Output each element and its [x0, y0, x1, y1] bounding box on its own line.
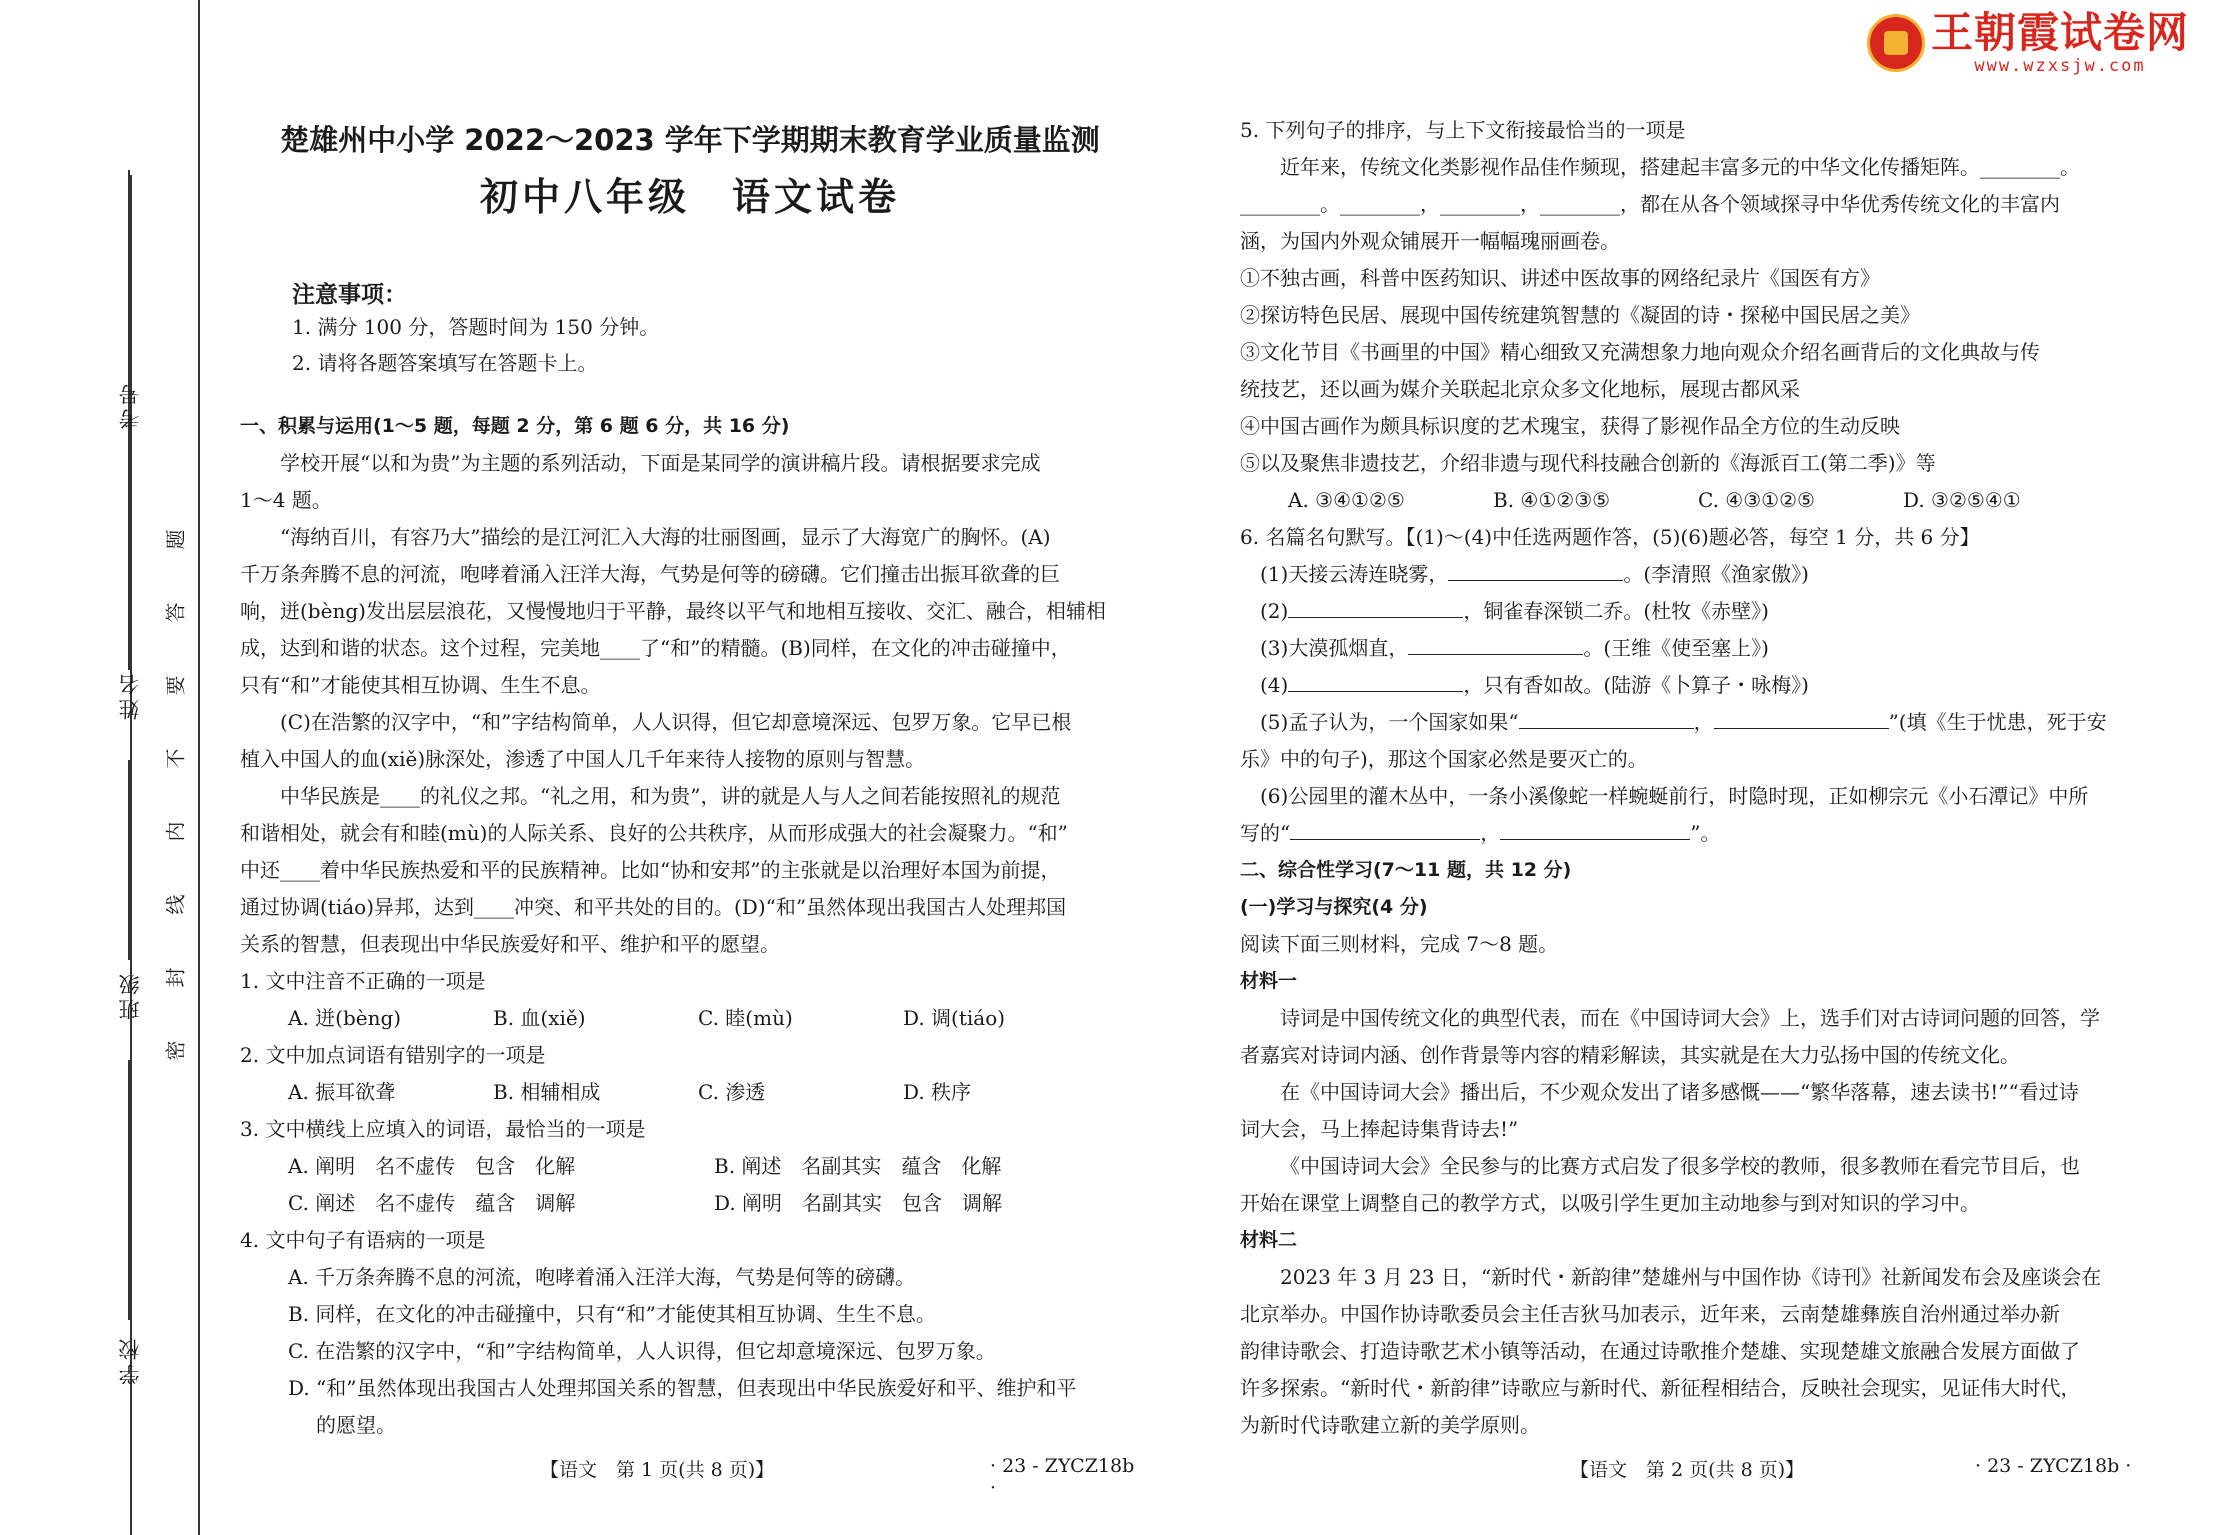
logo-name: 王朝霞试卷网 [1930, 8, 2189, 57]
seal-char: 题 [163, 529, 188, 550]
label-kaohao: 考号 [118, 380, 142, 430]
q6-line-5 [1240, 704, 2140, 741]
q6-text: 。(李清照《渔家傲》) [1623, 562, 1809, 586]
speech-line: “海纳百川，有容乃大”描绘的是江河汇入大海的壮丽图画，显示了大海宽广的胸怀。(A) [280, 525, 1051, 549]
material-line: 者嘉宾对诗词内涵、创作背景等内容的精彩解读，其实就是在大力弘扬中国的传统文化。 [1240, 1043, 2020, 1067]
question-5-stem: 5. 下列句子的排序，与上下文衔接最恰当的一项是 [1240, 118, 1686, 142]
part1-body [240, 408, 1140, 1444]
question-3-options [240, 1148, 1140, 1185]
q5-item: ⑤以及聚焦非遗技艺，介绍非遗与现代科技融合创新的《海派百工(第二季)》等 [1240, 451, 1936, 475]
seal-char: 密 [163, 1040, 188, 1061]
question-1-options [240, 1000, 1140, 1037]
question-2-options [240, 1074, 1140, 1111]
speech-line: 中还____着中华民族热爱和平的民族精神。比如“协和安邦”的主张就是以治理好本国为前提， [240, 858, 1061, 882]
option-d-cont: 的愿望。 [316, 1413, 396, 1437]
question-4-stem: 4. 文中句子有语病的一项是 [240, 1228, 486, 1252]
exam-title-line2: 初中八年级 语文试卷 [479, 175, 900, 219]
seal-char: 封 [163, 967, 188, 988]
answer-blank[interactable] [1290, 817, 1480, 840]
seal-char: 线 [163, 894, 188, 915]
notice-item: 2. 请将各题答案填写在答题卡上。 [292, 351, 598, 375]
answer-blank[interactable] [1408, 632, 1583, 655]
speech-line: 关系的智慧，但表现出中华民族爱好和平、维护和平的愿望。 [240, 932, 780, 956]
part1-intro: 学校开展“以和为贵”为主题的系列活动，下面是某同学的演讲稿片段。请根据要求完成 [280, 451, 1041, 475]
q6-line-4 [1240, 667, 2140, 704]
q6-line-6b [1240, 815, 2140, 852]
banji-underline [128, 760, 130, 960]
part2-heading: 二、综合性学习(7～11 题，共 12 分) [1240, 859, 1572, 881]
option-b: B. ④①②③⑤ [1493, 488, 1611, 512]
seal-char: 答 [163, 602, 188, 623]
binding-margin [0, 0, 200, 1535]
q6-line-5b: 乐》中的句子)，那这个国家必然是要灭亡的。 [1240, 747, 1648, 771]
q5-item: ④中国古画作为颇具标识度的艺术瑰宝，获得了影视作品全方位的生动反映 [1240, 414, 1900, 438]
seal-char: 内 [163, 821, 188, 842]
question-2-stem: 2. 文中加点词语有错别字的一项是 [240, 1043, 546, 1067]
option-a: A. 千万条奔腾不息的河流，咆哮着涌入汪洋大海，气势是何等的磅礴。 [288, 1265, 916, 1289]
speech-line: (C)在浩繁的汉字中，“和”字结构简单，人人识得，但它却意境深远、包罗万象。它早已根 [280, 710, 1072, 734]
q6-text: (3)大漠孤烟直， [1260, 636, 1409, 660]
option-d: D. “和”虽然体现出我国古人处理邦国关系的智慧，但表现出中华民族爱好和平、维护和平 [288, 1376, 1077, 1400]
material-line: 诗词是中国传统文化的典型代表，而在《中国诗词大会》上，选手们对古诗词问题的回答，学 [1280, 1006, 2100, 1030]
option-c: C. 渗透 [698, 1080, 766, 1104]
logo-url: www.wzxsjw.com [1974, 56, 2146, 76]
page-number: 【语文 第 1 页(共 8 页)】 [540, 1459, 775, 1481]
question-3-options [240, 1185, 1140, 1222]
material-line: 许多探索。“新时代・新韵律”诗歌应与新时代、新征程相结合，反映社会现实，见证伟大时代， [1240, 1376, 2081, 1400]
q6-line-6: (6)公园里的灌木丛中，一条小溪像蛇一样蜿蜒前行，时隐时现，正如柳宗元《小石潭记》中所 [1260, 784, 2089, 808]
logo-badge-icon [1867, 14, 1925, 72]
option-d: D. 阐明 名副其实 包含 调解 [714, 1191, 1003, 1215]
option-a: A. 迸(bèng) [288, 1006, 402, 1030]
paper-code: · 23 - ZYCZ18b · [1975, 1455, 2132, 1477]
q5-text: ________。________，________，________，都在从各个领域探寻中华优秀传统文化的丰富内 [1240, 192, 2060, 216]
speech-line: 和谐相处，就会有和睦(mù)的人际关系、良好的公共秩序，从而形成强大的社会凝聚力。“和” [240, 821, 1068, 845]
q6-text: (2) [1260, 599, 1289, 623]
q6-text: (4) [1260, 673, 1289, 697]
q6-line-1 [1240, 556, 2140, 593]
notice-heading: 注意事项： [292, 282, 407, 308]
page2-body [1240, 112, 2140, 1444]
material-1-title: 材料一 [1240, 970, 1298, 992]
option-b: B. 同样，在文化的冲击碰撞中，只有“和”才能使其相互协调、生生不息。 [288, 1302, 936, 1326]
exam-title-line1: 楚雄州中小学 2022～2023 学年下学期期末教育学业质量监测 [280, 123, 1100, 157]
label-xingming: 姓名 [118, 670, 142, 720]
question-3-stem: 3. 文中横线上应填入的词语，最恰当的一项是 [240, 1117, 646, 1141]
material-line: 词大会，马上捧起诗集背诗去!” [1240, 1117, 1519, 1141]
q6-text: (1)天接云涛连晓雾， [1260, 562, 1449, 586]
option-a: A. ③④①②⑤ [1288, 488, 1405, 512]
answer-blank[interactable] [1288, 595, 1463, 618]
binding-line-outer [130, 175, 132, 1535]
q6-text: 。(王维《使至塞上》) [1583, 636, 1769, 660]
material-line: 北京举办。中国作协诗歌委员会主任吉狄马加表示，近年来，云南楚雄彝族自治州通过举办新 [1240, 1302, 2060, 1326]
q6-text: ，铜雀春深锁二乔。(杜牧《赤壁》) [1463, 599, 1769, 623]
option-b: B. 阐述 名副其实 蕴含 化解 [714, 1154, 1002, 1178]
answer-blank[interactable] [1500, 817, 1690, 840]
material-line: 为新时代诗歌建立新的美学原则。 [1240, 1413, 1540, 1437]
question-5-options [1240, 482, 2140, 519]
option-b: B. 相辅相成 [493, 1080, 601, 1104]
option-d: D. 秩序 [903, 1080, 972, 1104]
option-d: D. ③②⑤④① [1903, 488, 2021, 512]
speech-line: 通过协调(tiáo)异邦，达到____冲突、和平共处的目的。(D)“和”虽然体现出我国古人处理邦国 [240, 895, 1067, 919]
option-a: A. 振耳欲聋 [288, 1080, 396, 1104]
seal-char: 不 [163, 748, 188, 769]
speech-line: 成，达到和谐的状态。这个过程，完美地____了“和”的精髓。(B)同样，在文化的冲击碰撞中， [240, 636, 1071, 660]
option-c: C. 睦(mù) [698, 1006, 793, 1030]
paper-code: · 23 - ZYCZ18b · [990, 1455, 1135, 1499]
page-number: 【语文 第 2 页(共 8 页)】 [1570, 1459, 1805, 1481]
q6-text: ”。 [1690, 821, 1721, 845]
xuexiao-underline [128, 1060, 130, 1320]
question-6-stem: 6. 名篇名句默写。【(1)～(4)中任选两题作答，(5)(6)题必答，每空 1 分，共 6 分】 [1240, 525, 1980, 549]
notice-item: 1. 满分 100 分，答题时间为 150 分钟。 [292, 315, 660, 339]
seal-char: 要 [163, 675, 188, 696]
label-xuexiao: 学校 [118, 1335, 142, 1385]
part1-intro: 1～4 题。 [240, 488, 332, 512]
material-2-title: 材料二 [1240, 1229, 1298, 1251]
site-logo[interactable] [1867, 10, 2189, 76]
answer-blank[interactable] [1714, 706, 1889, 729]
speech-line: 植入中国人的血(xiě)脉深处，渗透了中国人几千年来待人接物的原则与智慧。 [240, 747, 926, 771]
option-d: D. 调(tiáo) [903, 1006, 1006, 1030]
part1-heading: 一、积累与运用(1～5 题，每题 2 分，第 6 题 6 分，共 16 分) [240, 415, 790, 437]
q6-text: ， [1693, 710, 1714, 734]
speech-line: 千万条奔腾不息的河流，咆哮着涌入汪洋大海，气势是何等的磅礴。它们撞击出振耳欲聋的巨 [240, 562, 1060, 586]
question-1-stem: 1. 文中注音不正确的一项是 [240, 969, 486, 993]
q6-text: ”(填《生于忧患，死于安 [1888, 710, 2107, 734]
speech-line: 只有“和”才能使其相互协调、生生不息。 [240, 673, 601, 697]
q5-item: ②探访特色民居、展现中国传统建筑智慧的《凝固的诗・探秘中国民居之美》 [1240, 303, 1920, 327]
q6-text: 写的“ [1240, 821, 1291, 845]
q6-line-2 [1240, 593, 2140, 630]
q5-text: 涵，为国内外观众铺展开一幅幅瑰丽画卷。 [1240, 229, 1620, 253]
q5-item: ①不独古画，科普中医药知识、讲述中医故事的网络纪录片《国医有方》 [1240, 266, 1880, 290]
option-a: A. 阐明 名不虚传 包含 化解 [288, 1154, 576, 1178]
material-line: 韵律诗歌会、打造诗歌艺术小镇等活动，在通过诗歌推介楚雄、实现楚雄文旅融合发展方面做了 [1240, 1339, 2080, 1363]
q5-text: 近年来，传统文化类影视作品佳作频现，搭建起丰富多元的中华文化传播矩阵。________。 [1280, 155, 2080, 179]
q6-text: ， [1480, 821, 1501, 845]
binding-line-inner [198, 0, 200, 1535]
option-b: B. 血(xiě) [493, 1006, 586, 1030]
material-line: 2023 年 3 月 23 日，“新时代・新韵律”楚雄州与中国作协《诗刊》社新闻发布会及座谈会在 [1280, 1265, 2102, 1289]
part2-subheading: (一)学习与探究(4 分) [1240, 896, 1428, 918]
q5-item: 统技艺，还以画为媒介关联起北京众多文化地标，展现古都风采 [1240, 377, 1800, 401]
q5-item: ③文化节目《书画里的中国》精心细致又充满想象力地向观众介绍名画背后的文化典故与传 [1240, 340, 2040, 364]
xingming-underline [128, 470, 130, 670]
speech-line: 中华民族是____的礼仪之邦。“礼之用，和为贵”，讲的就是人与人之间若能按照礼的规范 [280, 784, 1061, 808]
q6-text: (5)孟子认为，一个国家如果“ [1260, 710, 1519, 734]
q6-line-3 [1240, 630, 2140, 667]
material-line: 开始在课堂上调整自己的教学方式，以吸引学生更加主动地参与到对知识的学习中。 [1240, 1191, 1980, 1215]
option-c: C. 在浩繁的汉字中，“和”字结构简单，人人识得，但它却意境深远、包罗万象。 [288, 1339, 996, 1363]
part2-intro: 阅读下面三则材料，完成 7～8 题。 [1240, 932, 1559, 956]
material-line: 在《中国诗词大会》播出后，不少观众发出了诸多感慨——“繁华落幕，速去读书!”“看过诗 [1280, 1080, 2079, 1104]
label-banji: 班级 [118, 970, 142, 1020]
speech-line: 响，迸(bèng)发出层层浪花，又慢慢地归于平静，最终以平气和地相互接收、交汇、融合，相辅相 [240, 599, 1106, 623]
answer-blank[interactable] [1519, 706, 1694, 729]
material-line: 《中国诗词大会》全民参与的比赛方式启发了很多学校的教师，很多教师在看完节目后，也 [1280, 1154, 2080, 1178]
answer-blank[interactable] [1448, 558, 1623, 581]
notice-block [240, 276, 1140, 381]
answer-blank[interactable] [1288, 669, 1463, 692]
option-c: C. ④③①②⑤ [1698, 488, 1815, 512]
q6-text: ，只有香如故。(陆游《卜算子・咏梅》) [1463, 673, 1809, 697]
option-c: C. 阐述 名不虚传 蕴含 调解 [288, 1191, 576, 1215]
